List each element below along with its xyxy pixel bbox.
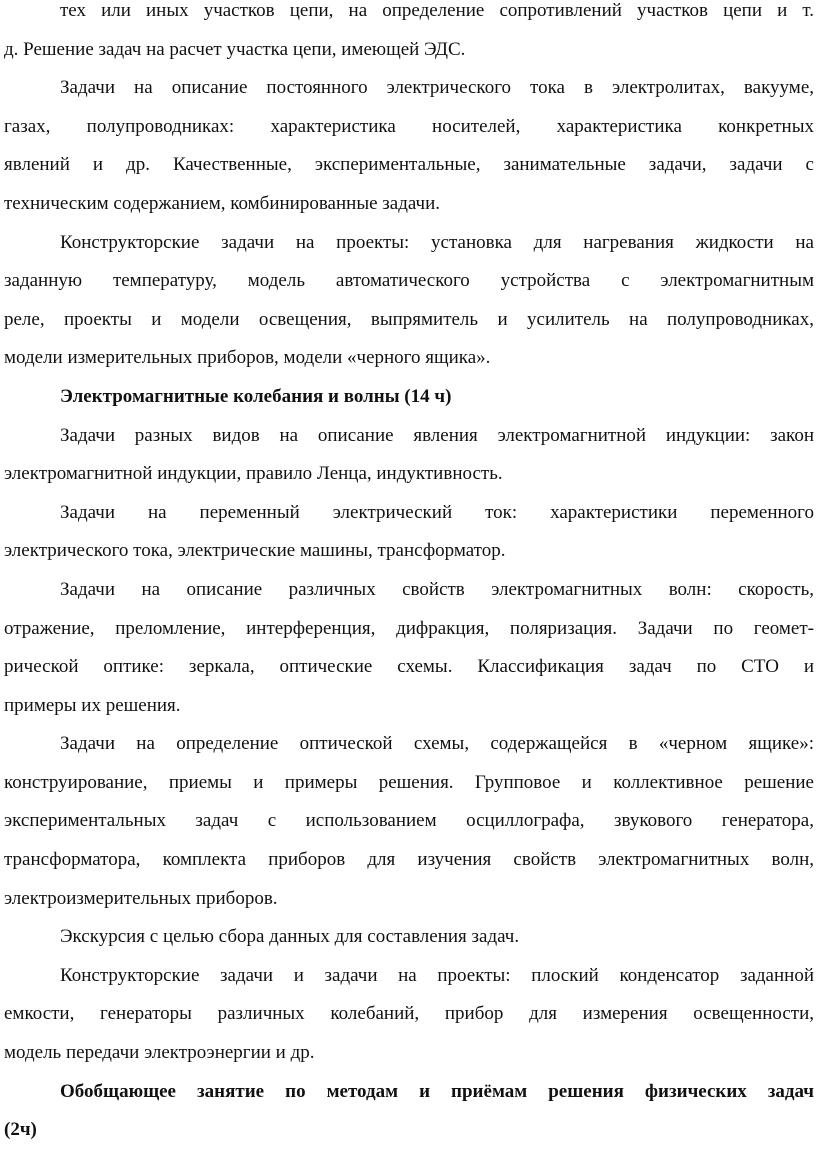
text-line: д. Решение задач на расчет участка цепи, имеющей ЭДС. xyxy=(4,38,466,60)
text-line: электромагнитной индукции, правило Ленца, индуктивность. xyxy=(4,463,503,485)
text-line: Экскурсия с целью сбора данных для составления задач. xyxy=(60,926,520,948)
text-line: тех или иных участков цепи, на определение сопротивлений участков цепи и т. xyxy=(60,0,814,21)
text-line: Задачи разных видов на описание явления электромагнитной индукции: закон xyxy=(60,424,814,446)
text-line: газах, полупроводниках: характеристика носителей, характеристика конкретных xyxy=(4,115,814,137)
section-heading: Обобщающее занятие по методам и приёмам решения физических задач xyxy=(60,1080,814,1102)
text-line: Задачи на описание постоянного электрического тока в электролитах, вакууме, xyxy=(60,77,814,99)
text-line: Конструкторские задачи и задачи на проекты: плоский конденсатор заданной xyxy=(60,964,814,986)
text-line: примеры их решения. xyxy=(4,694,181,716)
section-heading-continuation: (2ч) xyxy=(4,1119,37,1141)
text-line: отражение, преломление, интерференция, дифракция, поляризация. Задачи по геомет- xyxy=(4,617,814,639)
text-line: Задачи на переменный электрический ток: характеристики переменного xyxy=(60,501,814,523)
text-line: Задачи на описание различных свойств электромагнитных волн: скорость, xyxy=(60,578,814,600)
text-line: явлений и др. Качественные, экспериментальные, занимательные задачи, задачи с xyxy=(4,154,814,176)
text-line: реле, проекты и модели освещения, выпрямитель и усилитель на полупроводниках, xyxy=(4,308,814,330)
text-line: электроизмерительных приборов. xyxy=(4,887,278,909)
text-line: модели измерительных приборов, модели «черного ящика». xyxy=(4,347,491,369)
text-line: заданную температуру, модель автоматического устройства с электромагнитным xyxy=(4,270,814,292)
text-line: модель передачи электроэнергии и др. xyxy=(4,1042,315,1064)
text-line: трансформатора, комплекта приборов для изучения свойств электромагнитных волн, xyxy=(4,849,814,871)
text-line: Задачи на определение оптической схемы, содержащейся в «черном ящике»: xyxy=(60,733,814,755)
section-heading: Электромагнитные колебания и волны (14 ч) xyxy=(60,385,452,407)
text-line: рической оптике: зеркала, оптические схемы. Классификация задач по СТО и xyxy=(4,656,814,678)
text-line: электрического тока, электрические машины, трансформатор. xyxy=(4,540,506,562)
text-line: экспериментальных задач с использованием осциллографа, звукового генератора, xyxy=(4,810,814,832)
text-line: техническим содержанием, комбинированные задачи. xyxy=(4,192,441,214)
text-line: емкости, генераторы различных колебаний, прибор для измерения освещенности, xyxy=(4,1003,814,1025)
text-line: Конструкторские задачи на проекты: установка для нагревания жидкости на xyxy=(60,231,814,253)
text-line: конструирование, приемы и примеры решения. Групповое и коллективное решение xyxy=(4,771,814,793)
